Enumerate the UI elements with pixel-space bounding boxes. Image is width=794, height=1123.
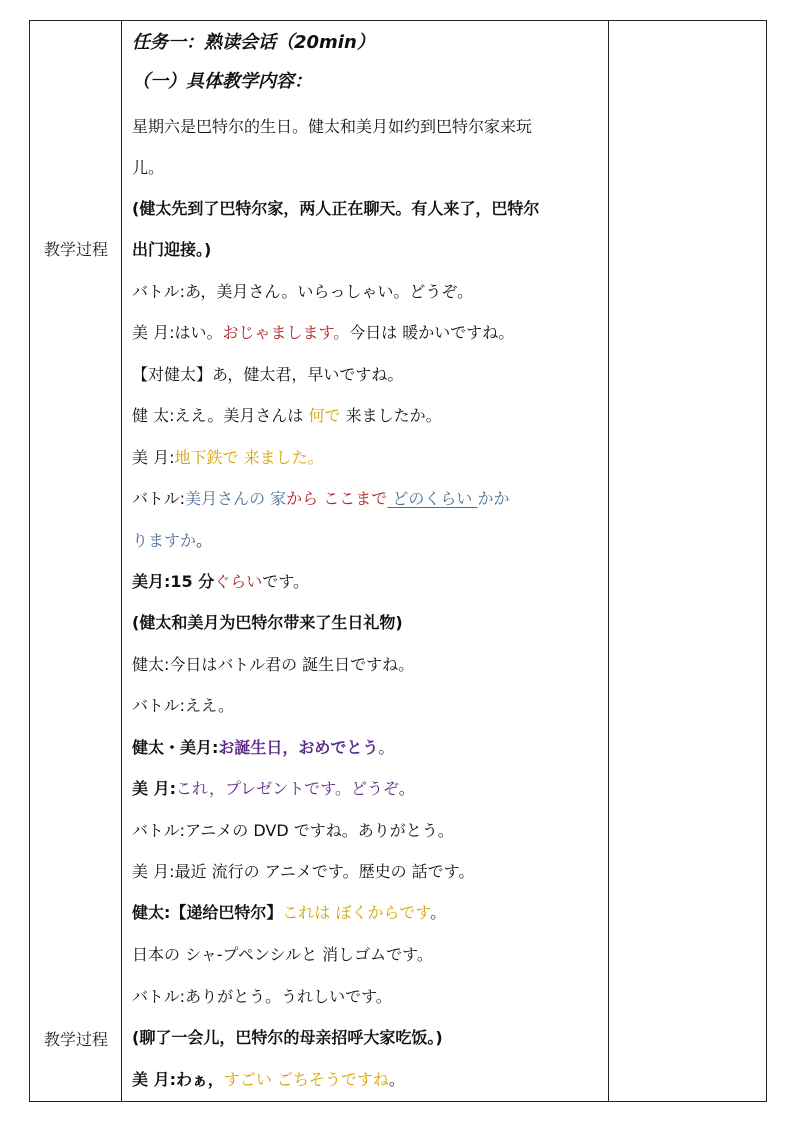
speaker-text: バトル: bbox=[132, 489, 186, 508]
sub-title: （一）具体教学内容： bbox=[132, 71, 312, 92]
dialogue-text: 健 太:ええ。美月さんは bbox=[132, 406, 309, 425]
key-phrase: かか bbox=[477, 489, 510, 508]
intro-text: 星期六是巴特尔的生日。健太和美月如约到巴特尔家来玩 bbox=[132, 117, 533, 136]
dialogue-text: 今日は 暖かいですね。 bbox=[349, 323, 515, 342]
section-label: 教学过程 bbox=[43, 1030, 108, 1049]
intro-text: 儿。 bbox=[132, 158, 165, 177]
dialogue-line: 健太:今日はバトル君の 誕生日ですね。 bbox=[132, 655, 415, 674]
dialogue-text: 来ましたか。 bbox=[340, 406, 442, 425]
dialogue-line: バトル:ええ。 bbox=[132, 696, 235, 715]
dialogue-line bbox=[132, 406, 604, 426]
speaker-text: 美 月: bbox=[132, 448, 175, 467]
key-phrase: どのくらい bbox=[387, 489, 478, 508]
dialogue-line bbox=[132, 531, 604, 551]
speaker-text: 美月:15 分 bbox=[132, 572, 215, 591]
table-divider-1 bbox=[121, 20, 122, 1102]
key-phrase: これは ぼくからです bbox=[282, 903, 431, 922]
dialogue-line bbox=[132, 572, 604, 592]
dialogue-text: 。 bbox=[378, 738, 395, 757]
table-border-bottom bbox=[29, 1101, 767, 1102]
scene-note: (健太和美月为巴特尔带来了生日礼物) bbox=[132, 613, 403, 632]
table-divider-2 bbox=[608, 20, 609, 1102]
key-phrase: から bbox=[286, 489, 319, 508]
dialogue-line: バトル:ありがとう。うれしいです。 bbox=[132, 987, 392, 1006]
dialogue-text: です。 bbox=[262, 572, 309, 591]
dialogue-line bbox=[132, 489, 604, 509]
dialogue-text: 。 bbox=[430, 903, 447, 922]
dialogue-line bbox=[132, 1070, 604, 1090]
dialogue-line: バトル:アニメの DVD ですね。ありがとう。 bbox=[132, 821, 454, 840]
table-border-right bbox=[766, 20, 767, 1102]
scene-note: 出门迎接。) bbox=[132, 240, 212, 259]
dialogue-line bbox=[132, 779, 604, 799]
dialogue-text: 。 bbox=[196, 531, 213, 550]
dialogue-line: バトル:あ，美月さん。いらっしゃい。どうぞ。 bbox=[132, 282, 474, 301]
dialogue-line bbox=[132, 903, 604, 923]
speaker-text: 健太:【递给巴特尔】 bbox=[132, 903, 283, 922]
key-phrase: 何で bbox=[308, 406, 341, 425]
task-title: 任务一：熟读会话（20min） bbox=[132, 32, 375, 53]
dialogue-line: 日本の シャ-プペンシルと 消しゴムです。 bbox=[132, 945, 433, 964]
key-phrase: ぐらい bbox=[214, 572, 263, 591]
speaker-text: 健太・美月: bbox=[132, 738, 219, 757]
dialogue-text: 。 bbox=[398, 779, 415, 798]
speaker-text: 美 月: bbox=[132, 779, 176, 798]
speaker-text: 美 月:わぁ， bbox=[132, 1070, 224, 1089]
scene-note: (健太先到了巴特尔家，两人正在聊天。有人来了，巴特尔 bbox=[132, 199, 540, 218]
table-border-left bbox=[29, 20, 30, 1102]
key-phrase: 地下鉄で 来ました。 bbox=[174, 448, 324, 467]
dialogue-line: 美 月:最近 流行の アニメです。歴史の 話です。 bbox=[132, 862, 475, 881]
key-phrase: 美月さんの 家 bbox=[185, 489, 287, 508]
key-phrase: ここまで bbox=[318, 489, 388, 508]
section-label: 教学过程 bbox=[43, 240, 108, 259]
scene-note: (聊了一会儿，巴特尔的母亲招呼大家吃饭。) bbox=[132, 1028, 443, 1047]
dialogue-line bbox=[132, 448, 604, 468]
dialogue-line bbox=[132, 323, 604, 343]
dialogue-line bbox=[132, 738, 604, 758]
speaker-text: 美 月:はい。 bbox=[132, 323, 223, 342]
dialogue-text: 。 bbox=[388, 1070, 405, 1089]
key-phrase: りますか bbox=[132, 531, 197, 550]
key-phrase: おじゃまします。 bbox=[222, 323, 350, 342]
table-border-top bbox=[29, 20, 767, 21]
key-phrase: お誕生日，おめでとう bbox=[218, 738, 379, 757]
key-phrase: すごい ごちそうですね bbox=[223, 1070, 389, 1089]
key-phrase: これ，プレゼントです。どうぞ bbox=[175, 779, 399, 798]
dialogue-line: 【对健太】あ，健太君，早いですね。 bbox=[132, 365, 404, 384]
